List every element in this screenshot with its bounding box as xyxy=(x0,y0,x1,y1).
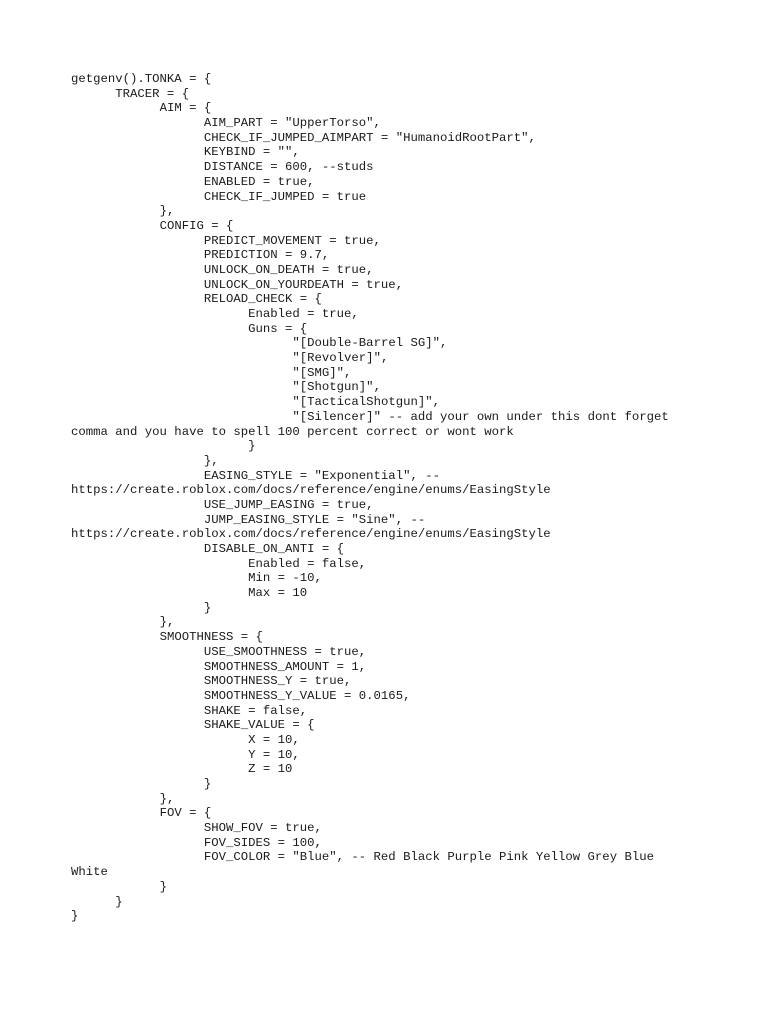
code-line: DISABLE_ON_ANTI = { xyxy=(71,542,345,556)
code-line: Y = 10, xyxy=(71,747,300,762)
code-line: }, xyxy=(71,615,175,630)
code-line: X = 10, xyxy=(71,732,300,747)
code-line: KEYBIND = "", xyxy=(71,145,300,160)
code-line: SMOOTHNESS_Y = true, xyxy=(71,674,352,689)
code-line: SMOOTHNESS_AMOUNT = 1, xyxy=(71,659,367,674)
code-line: Enabled = true, xyxy=(71,307,359,321)
code-listing xyxy=(71,72,711,924)
code-line: SHOW_FOV = true, xyxy=(71,821,322,836)
code-line: comma and you have to spell 100 percent correct or wont work xyxy=(71,424,514,439)
code-line: Max = 10 xyxy=(71,586,308,601)
code-line: AIM = { xyxy=(71,101,212,116)
code-line: "[Shotgun]", xyxy=(71,380,381,395)
code-line: PREDICT_MOVEMENT = true, xyxy=(71,233,381,248)
code-line: } xyxy=(71,909,79,924)
code-line: } xyxy=(71,879,167,894)
code-line: FOV_SIDES = 100, xyxy=(71,835,322,850)
code-line: } xyxy=(71,439,256,454)
code-line: UNLOCK_ON_DEATH = true, xyxy=(71,262,374,277)
code-line: "[Revolver]", xyxy=(71,351,389,366)
code-line: UNLOCK_ON_YOURDEATH = true, xyxy=(71,277,404,292)
code-line: JUMP_EASING_STYLE = "Sine", -- xyxy=(71,512,426,527)
code-line: CHECK_IF_JUMPED = true xyxy=(71,189,367,204)
code-line: EASING_STYLE = "Exponential", -- xyxy=(71,468,440,483)
code-line: PREDICTION = 9.7, xyxy=(71,248,330,263)
code-line: Guns = { xyxy=(71,321,308,336)
code-line: CHECK_IF_JUMPED_AIMPART = "HumanoidRootPart", xyxy=(71,130,536,145)
code-line: "[SMG]", xyxy=(71,365,352,380)
code-line: DISTANCE = 600, --studs xyxy=(71,160,374,175)
code-line: FOV = { xyxy=(71,806,212,821)
code-line: }, xyxy=(71,791,175,806)
code-line: TRACER = { xyxy=(71,86,190,101)
code-line: RELOAD_CHECK = { xyxy=(71,292,322,307)
code-line: SMOOTHNESS = { xyxy=(71,630,263,645)
code-line: }, xyxy=(71,204,175,219)
code-line: Z = 10 xyxy=(71,762,293,777)
code-line: SHAKE = false, xyxy=(71,703,308,718)
code-line: https://create.roblox.com/docs/reference/engine/enums/EasingStyle xyxy=(71,483,551,498)
code-line: USE_JUMP_EASING = true, xyxy=(71,497,374,512)
code-line: White xyxy=(71,865,108,880)
code-line: } xyxy=(71,894,123,909)
code-line: SMOOTHNESS_Y_VALUE = 0.0165, xyxy=(71,688,411,703)
code-line: ENABLED = true, xyxy=(71,174,315,189)
code-line: AIM_PART = "UpperTorso", xyxy=(71,116,381,131)
code-line: USE_SMOOTHNESS = true, xyxy=(71,644,367,659)
code-line: }, xyxy=(71,453,219,468)
code-line: SHAKE_VALUE = { xyxy=(71,718,315,733)
code-line: getgenv().TONKA = { xyxy=(71,72,212,86)
code-line: Enabled = false, xyxy=(71,556,367,571)
code-line: https://create.roblox.com/docs/reference/engine/enums/EasingStyle xyxy=(71,527,551,542)
code-line: } xyxy=(71,777,212,791)
code-line: "[Silencer]" -- add your own under this dont forget xyxy=(71,409,669,424)
code-line: } xyxy=(71,600,212,615)
code-line: Min = -10, xyxy=(71,571,322,586)
code-line: "[TacticalShotgun]", xyxy=(71,395,440,410)
code-line: FOV_COLOR = "Blue", -- Red Black Purple Pink Yellow Grey Blue xyxy=(71,850,654,865)
code-line: "[Double-Barrel SG]", xyxy=(71,336,448,351)
code-line: CONFIG = { xyxy=(71,218,234,233)
